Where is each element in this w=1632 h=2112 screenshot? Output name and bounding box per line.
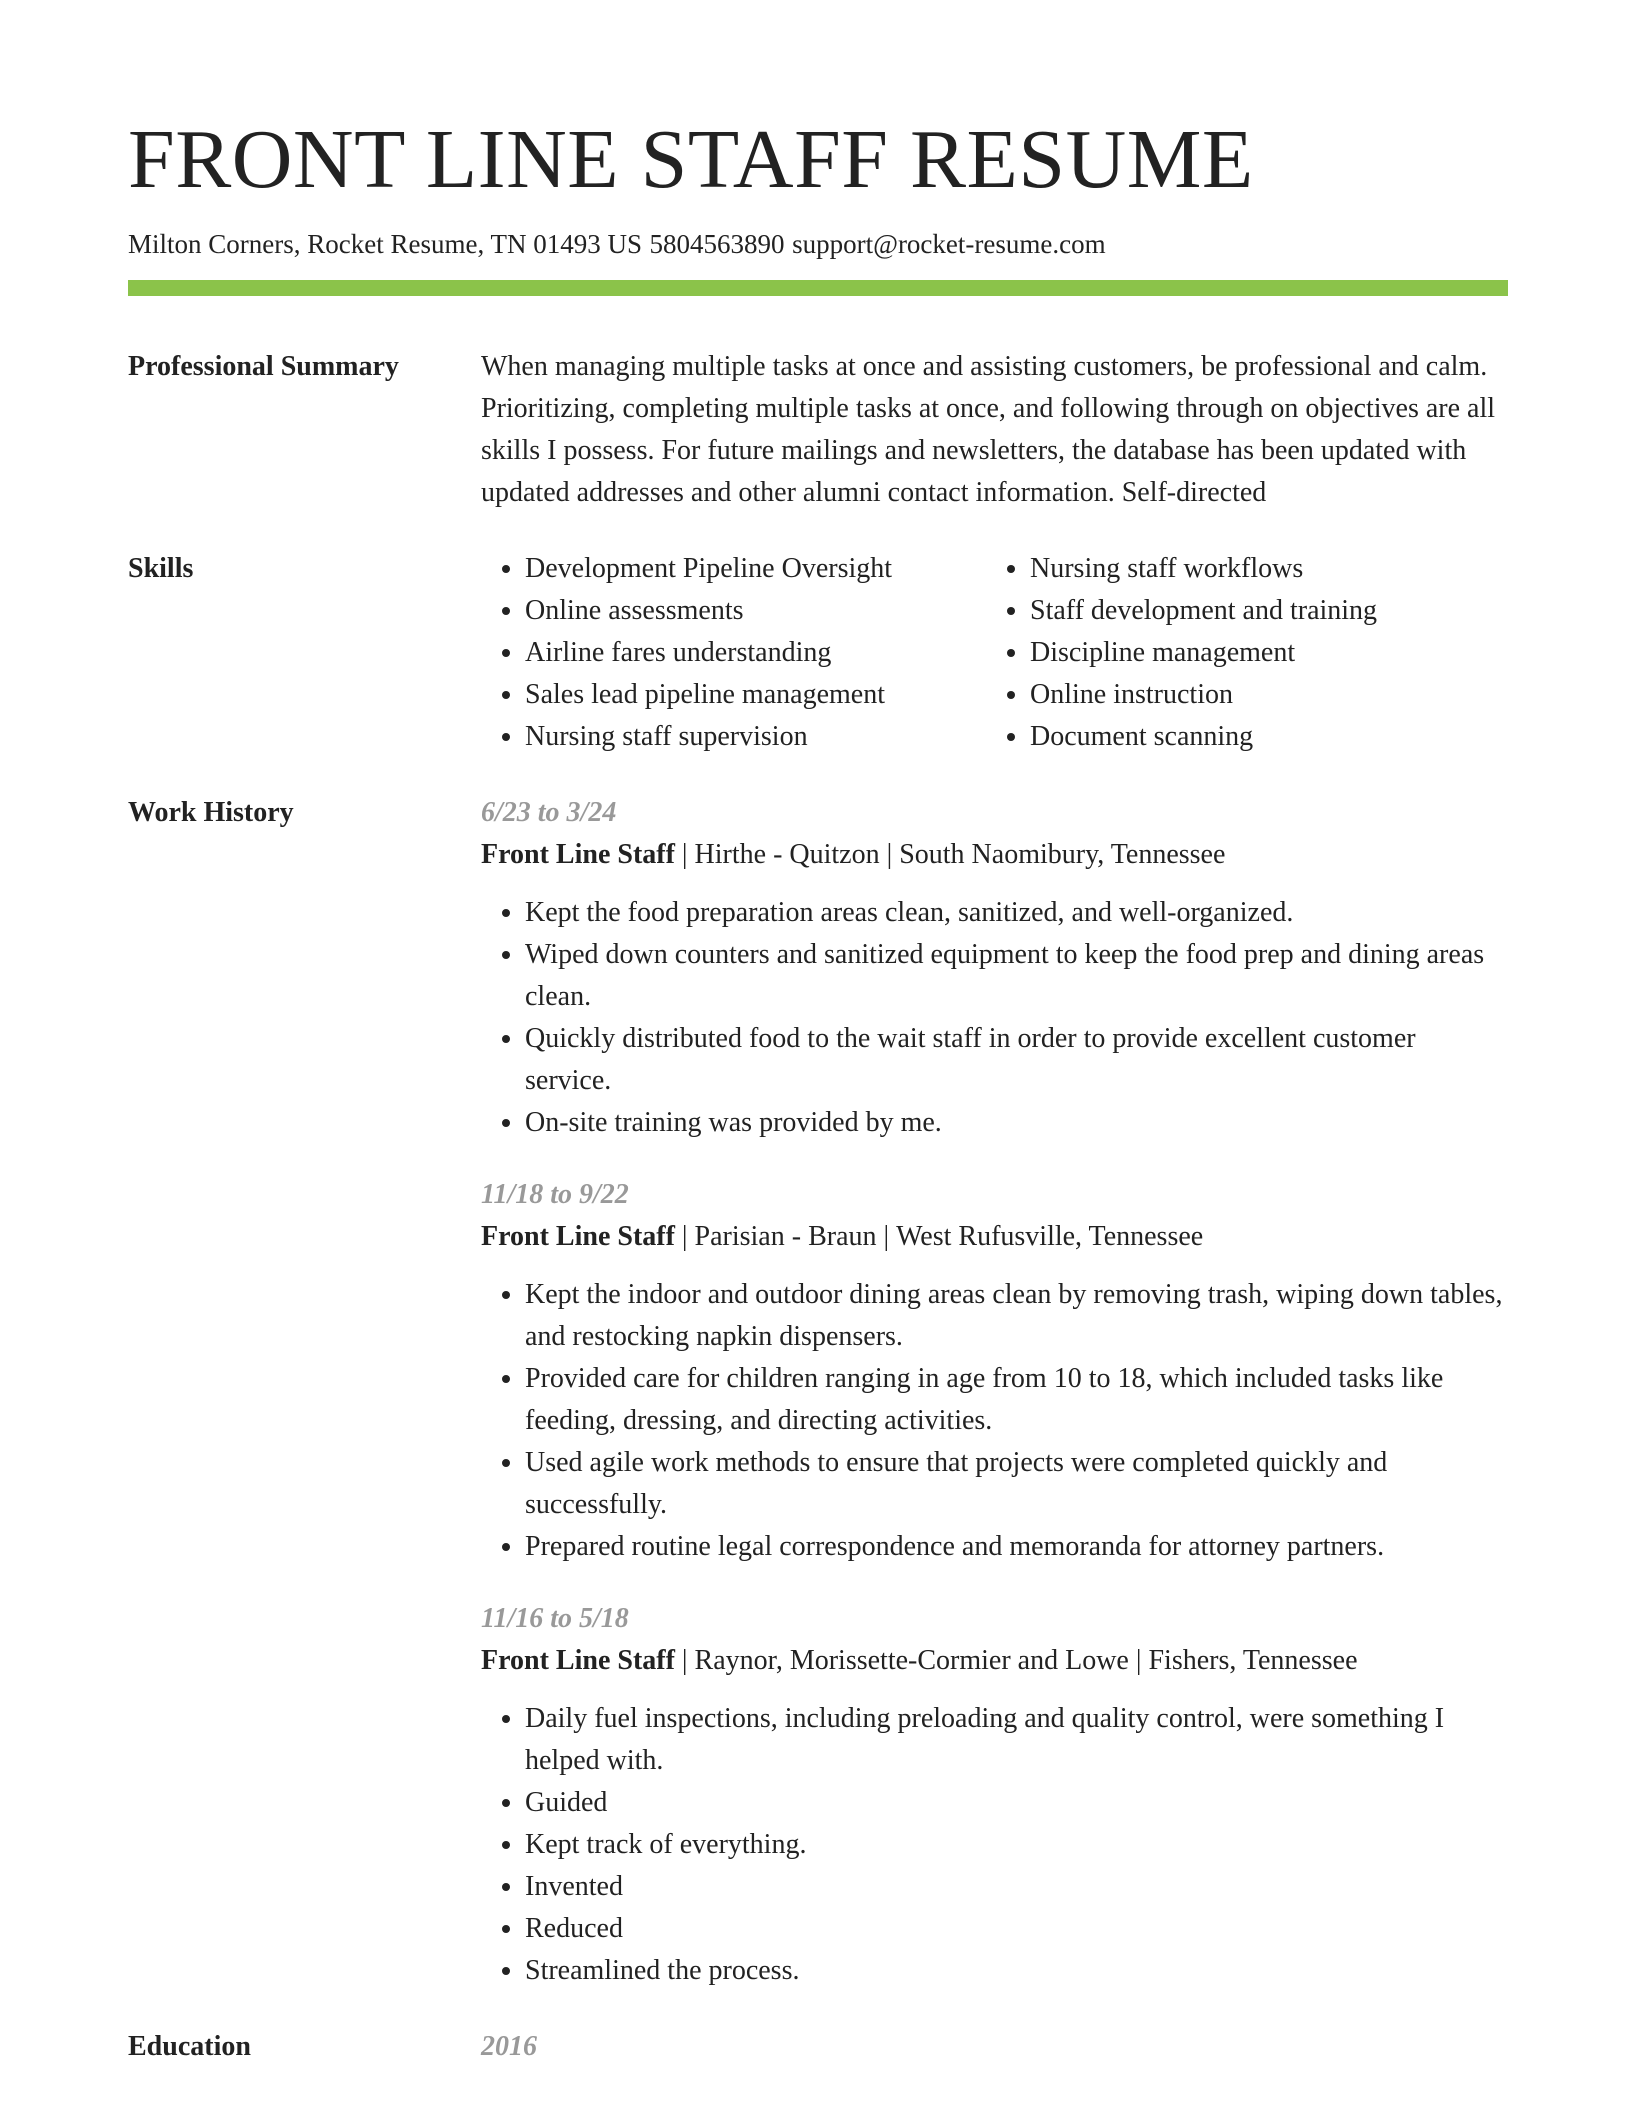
resume-title: FRONT LINE STAFF RESUME [128, 113, 1254, 206]
skills-section [128, 548, 1508, 758]
job-bullet: • Provided care for children ranging in age from 10 to 18, which included tasks like feeding, dressing, and directing activities. [525, 1358, 1508, 1442]
job-heading: Front Line Staff | Hirthe - Quitzon | South Naomibury, Tennessee [481, 839, 1226, 871]
skill-item: • Nursing staff supervision [525, 716, 986, 758]
job-bullet: • Daily fuel inspections, including preloading and quality control, were something I helped with. [525, 1698, 1508, 1782]
skill-item: • Airline fares understanding [525, 632, 986, 674]
job-heading: Front Line Staff | Raynor, Morissette-Cormier and Lowe | Fishers, Tennessee [481, 1645, 1358, 1677]
job-company: Raynor, Morissette-Cormier and Lowe [694, 1645, 1129, 1677]
job-bullet: • Kept the indoor and outdoor dining areas clean by removing trash, wiping down tables, and restocking napkin dispensers. [525, 1274, 1508, 1358]
work-history-label: Work History [128, 797, 294, 829]
header-divider [128, 280, 1508, 296]
job-title: Front Line Staff [481, 839, 675, 871]
job-company: Parisian - Braun [694, 1221, 877, 1253]
job-date: 11/16 to 5/18 [481, 1603, 629, 1635]
education-section [128, 2026, 1508, 2068]
skill-item: • Document scanning [1030, 716, 1508, 758]
skills-list-left [481, 548, 986, 758]
skill-item: • Sales lead pipeline management [525, 674, 986, 716]
work-history-section [128, 792, 1508, 1992]
summary-section [128, 346, 1508, 514]
job-bullet: • Invented [525, 1866, 1508, 1908]
job-bullets [481, 892, 1508, 1144]
job-location: South Naomibury, Tennessee [899, 839, 1226, 871]
job-location: Fishers, Tennessee [1148, 1645, 1358, 1677]
job-date: 6/23 to 3/24 [481, 797, 617, 829]
summary-label: Professional Summary [128, 351, 399, 383]
job-entry [481, 792, 1508, 1144]
job-bullet: • Prepared routine legal correspondence and memoranda for attorney partners. [525, 1526, 1508, 1568]
contact-line [128, 228, 1508, 260]
skill-item: • Online instruction [1030, 674, 1508, 716]
job-entry [481, 1174, 1508, 1568]
job-company: Hirthe - Quitzon [694, 839, 880, 871]
skills-list-right [986, 548, 1508, 758]
skill-item: • Discipline management [1030, 632, 1508, 674]
job-entry [481, 1598, 1508, 1992]
job-date: 11/18 to 9/22 [481, 1179, 629, 1211]
job-bullet: • Kept track of everything. [525, 1824, 1508, 1866]
job-location: West Rufusville, Tennessee [896, 1221, 1204, 1253]
job-bullet: • Quickly distributed food to the wait staff in order to provide excellent customer service. [525, 1018, 1508, 1102]
job-bullets [481, 1698, 1508, 1992]
skill-item: • Development Pipeline Oversight [525, 548, 986, 590]
job-bullet: • Used agile work methods to ensure that projects were completed quickly and successfully. [525, 1442, 1508, 1526]
job-title: Front Line Staff [481, 1645, 675, 1677]
job-title: Front Line Staff [481, 1221, 675, 1253]
job-bullet: • Guided [525, 1782, 1508, 1824]
skill-item: • Nursing staff workflows [1030, 548, 1508, 590]
education-date: 2016 [481, 2031, 537, 2063]
skills-label: Skills [128, 553, 194, 585]
job-heading: Front Line Staff | Parisian - Braun | West Rufusville, Tennessee [481, 1221, 1204, 1253]
resume-page [128, 113, 1508, 2068]
contact-address: Milton Corners, Rocket Resume, TN 01493 US [128, 229, 642, 259]
job-bullets [481, 1274, 1508, 1568]
skill-item: • Staff development and training [1030, 590, 1508, 632]
contact-phone: 5804563890 [649, 229, 785, 259]
education-label: Education [128, 2031, 251, 2063]
job-bullet: • Wiped down counters and sanitized equipment to keep the food prep and dining areas clean. [525, 934, 1508, 1018]
job-bullet: • Streamlined the process. [525, 1950, 1508, 1992]
summary-text: When managing multiple tasks at once and assisting customers, be professional and calm. Prioritizing, completing multiple tasks at once, and following through on objectives are all skills I possess. For future mailings and newsletters, the database has been updated with updated addresses and other alumni contact information. Self-directed [481, 351, 1496, 509]
job-bullet: • Kept the food preparation areas clean, sanitized, and well-organized. [525, 892, 1508, 934]
skill-item: • Online assessments [525, 590, 986, 632]
job-bullet: • On-site training was provided by me. [525, 1102, 1508, 1144]
contact-email[interactable]: support@rocket-resume.com [792, 229, 1106, 259]
job-bullet: • Reduced [525, 1908, 1508, 1950]
